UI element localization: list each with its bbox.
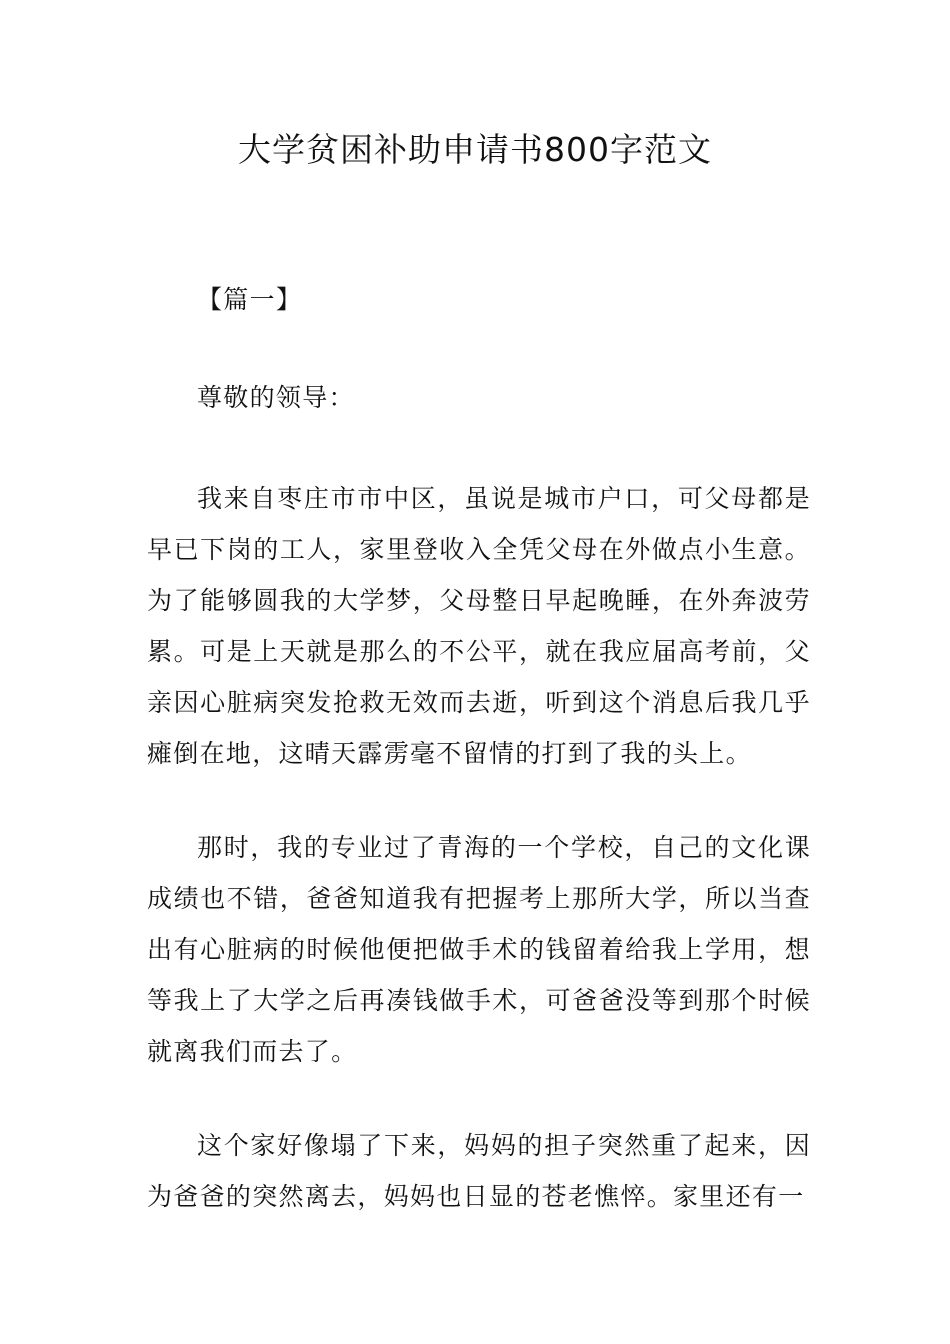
paragraph-2: 那时，我的专业过了青海的一个学校，自己的文化课成绩也不错，爸爸知道我有把握考上那所大学，所以当查出有心脏病的时候他便把做手术的钱留着给我上学用，想等我上了大学之后再凑钱做手术，可爸爸没等到那个时候就离我们而去了。: [147, 833, 811, 1066]
page-title: 大学贫困补助申请书800字范文: [238, 130, 712, 169]
paragraph-3: 这个家好像塌了下来，妈妈的担子突然重了起来，因为爸爸的突然离去，妈妈也日显的苍老憔悴。家里还有一: [147, 1131, 811, 1211]
paragraph-1: 我来自枣庄市市中区，虽说是城市户口，可父母都是早已下岗的工人，家里登收入全凭父母在外做点小生意。为了能够圆我的大学梦，父母整日早起晚睡，在外奔波劳累。可是上天就是那么的不公平，就在我应届高考前，父亲因心脏病突发抢救无效而去逝，听到这个消息后我几乎瘫倒在地，这晴天霹雳毫不留情的打到了我的头上。: [147, 484, 811, 768]
section-heading: 【篇一】: [197, 285, 303, 314]
salutation: 尊敬的领导：: [197, 383, 355, 412]
